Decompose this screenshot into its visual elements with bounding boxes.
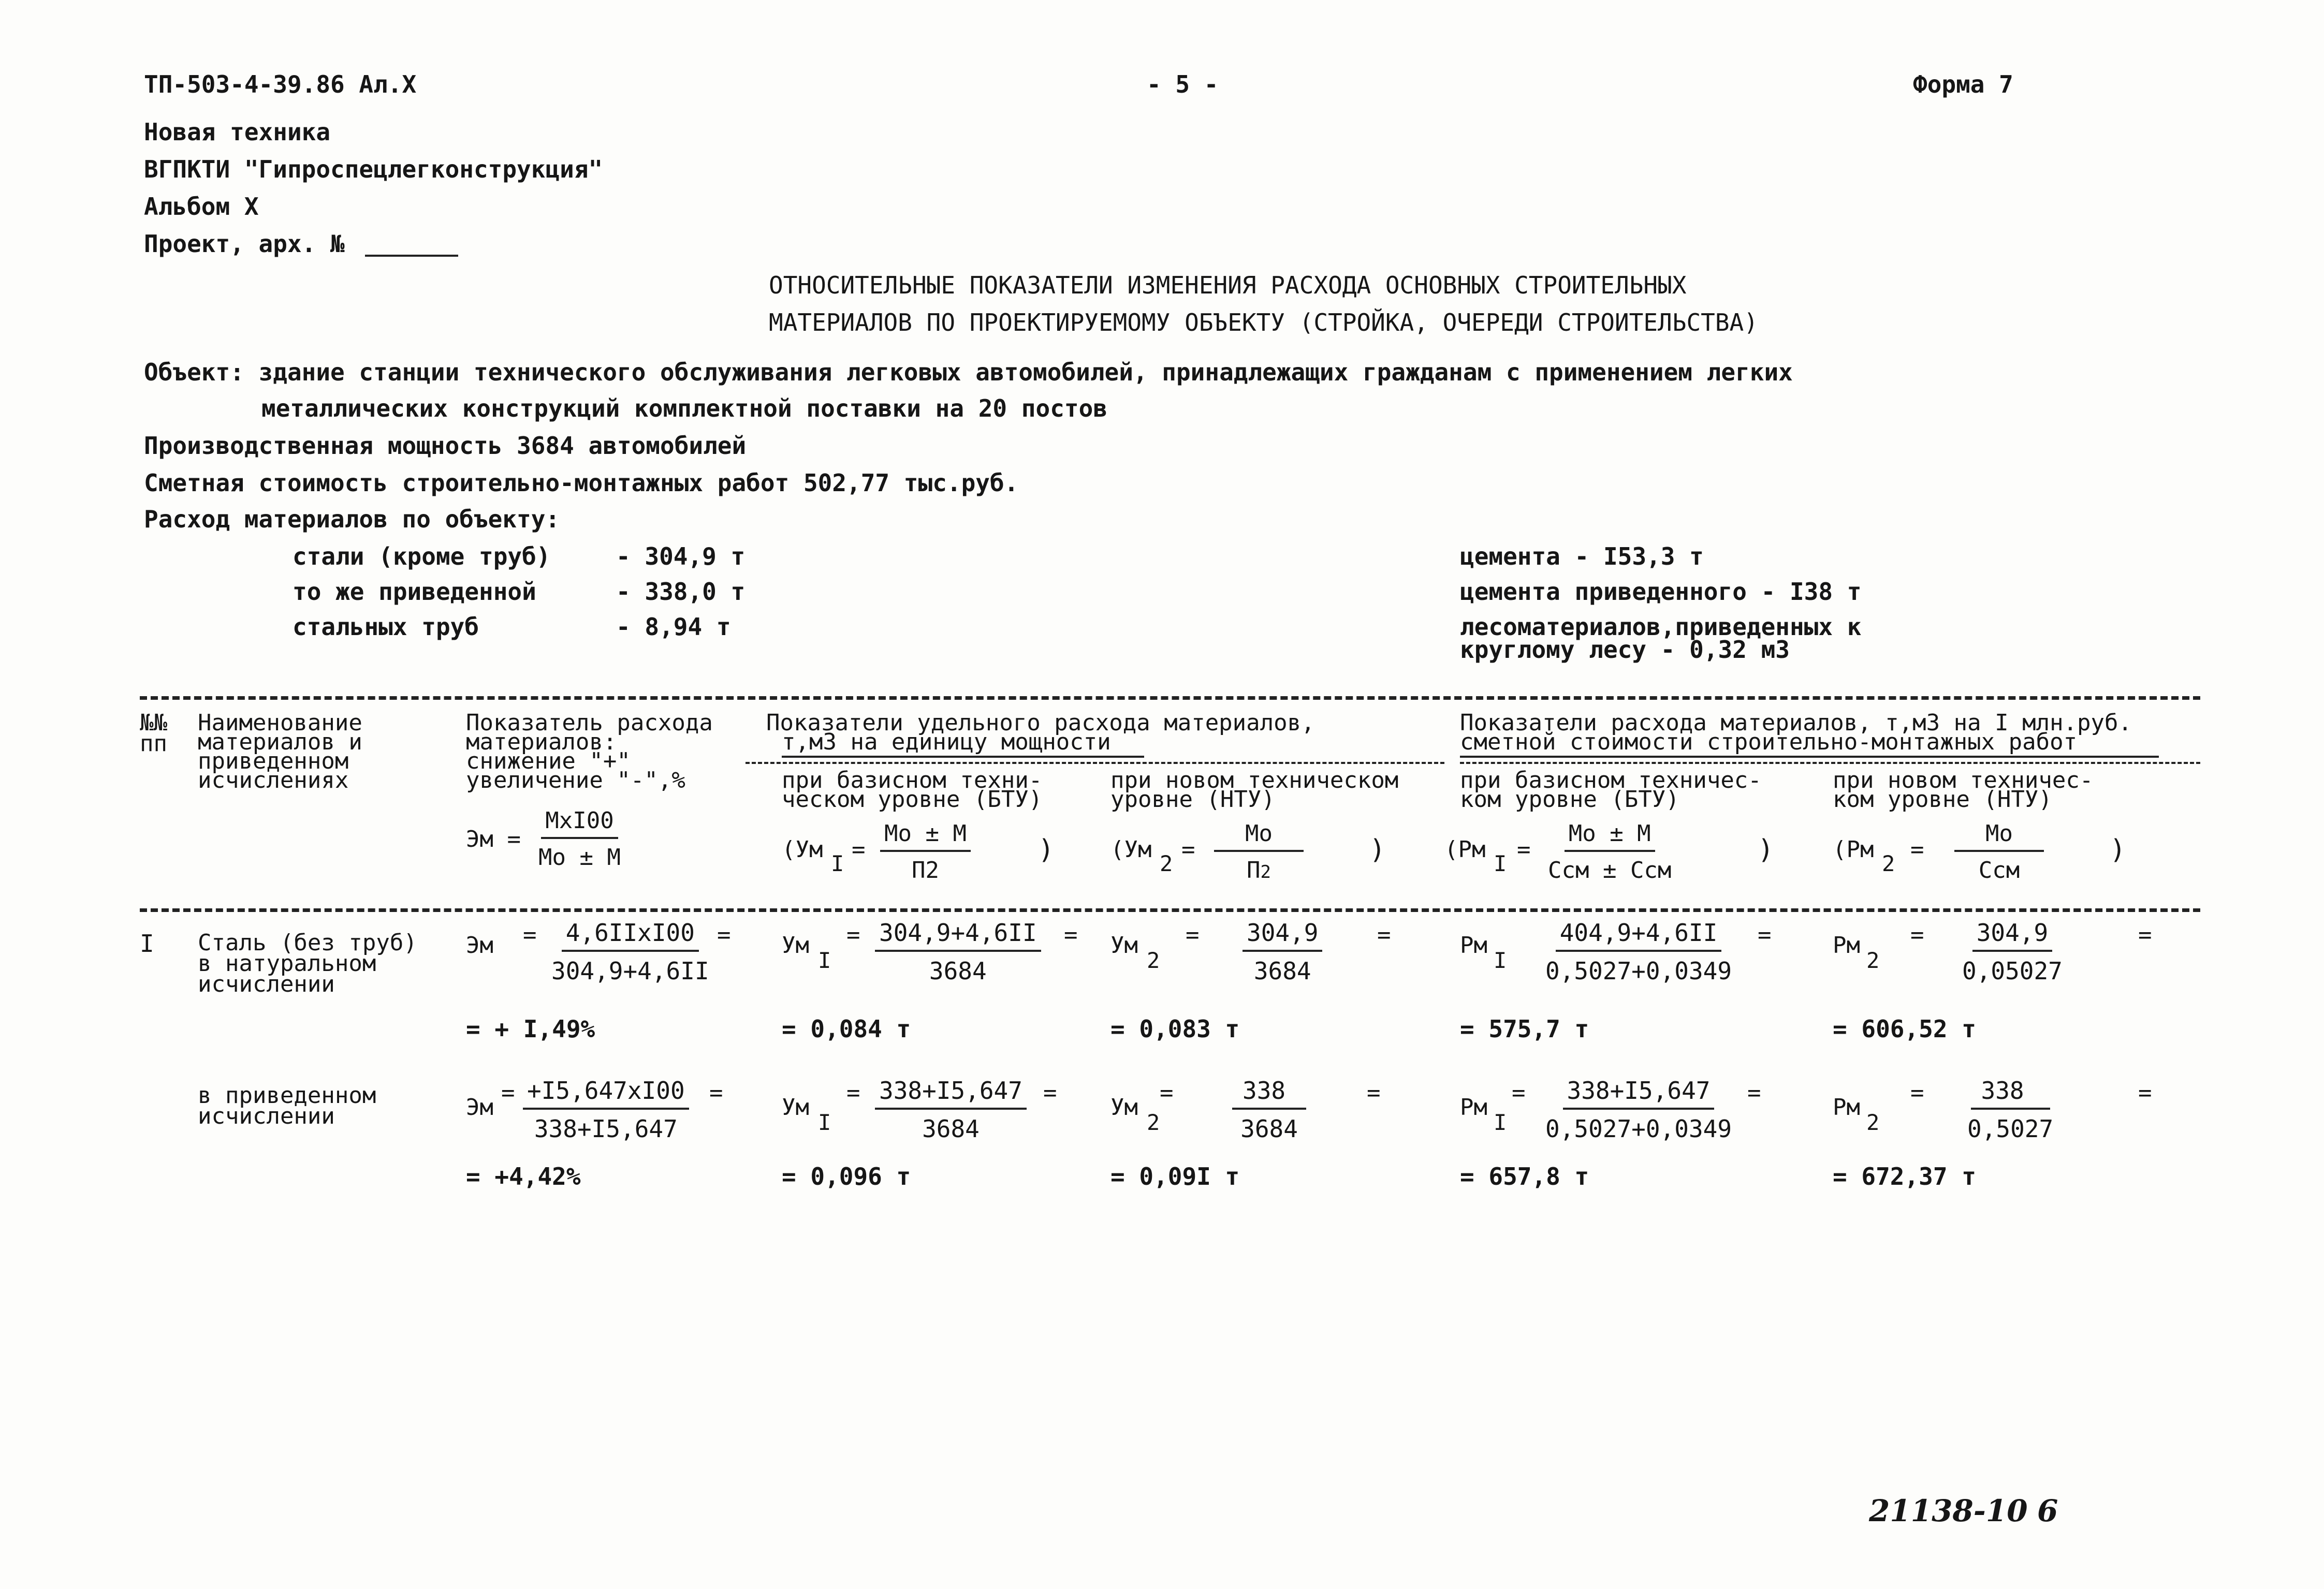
formula-equals: =: [1377, 922, 1391, 948]
col-indicator-header: материалов:: [466, 729, 617, 755]
formula-equals: =: [1910, 836, 1924, 863]
formula-fraction: $\frac{304,9}{3684}$: [1243, 919, 1322, 985]
formula-fraction: $\frac{338}{3684}$: [1232, 1077, 1306, 1143]
row-name: Сталь (без труб): [198, 930, 417, 956]
header-line-1: Новая техника: [144, 118, 331, 146]
formula-equals: =: [1043, 1080, 1057, 1106]
closing-paren: ): [1369, 834, 1386, 865]
formula-equals: =: [501, 1080, 515, 1106]
row-name: в приведенном: [198, 1082, 376, 1109]
formula-prefix: Эм: [466, 932, 493, 959]
archive-stamp: 21138-10: [1869, 1493, 2028, 1528]
formula-subscript: I: [1494, 851, 1507, 876]
formula-subscript: I: [818, 948, 831, 973]
formula-fraction: $\frac{338}{0,5027}$: [1967, 1077, 2054, 1143]
formula-subscript: 2: [1866, 948, 1880, 973]
production-capacity: Производственная мощность 3684 автомобилей: [144, 432, 747, 460]
header-formula-fraction: МхI00 Мо ± М: [538, 807, 621, 871]
formula-prefix: Рм: [1833, 932, 1860, 959]
formula-prefix: Эм: [466, 1094, 493, 1121]
formula-prefix: Ум: [1110, 932, 1138, 959]
result-value: = 606,52 т: [1833, 1015, 1976, 1043]
formula-subscript: I: [1494, 1110, 1507, 1135]
col-name-header: Наименование: [198, 710, 362, 736]
result-value: = 0,084 т: [782, 1015, 911, 1043]
group-underline: [782, 756, 1144, 758]
formula-equals: =: [852, 836, 866, 863]
material-value: - 304,9 т: [616, 542, 746, 570]
result-value: = +4,42%: [466, 1163, 581, 1190]
col-ntu-header: уровне (НТУ): [1110, 786, 1275, 813]
row-name: в натуральном: [198, 950, 376, 977]
formula-prefix: Ум: [782, 932, 809, 959]
result-value: = + I,49%: [466, 1015, 595, 1043]
page-number: - 5 -: [1147, 70, 1219, 98]
formula-subscript: 2: [1147, 1110, 1160, 1135]
formula-fraction: $\frac{338+I5,647}{3684}$: [875, 1077, 1027, 1143]
col-cost-ntu-header: при новом техничес-: [1833, 767, 2094, 793]
col-btu-header: ческом уровне (БТУ): [782, 786, 1043, 813]
header-formula-fraction: Мо ± М Ссм ± Ссм: [1548, 820, 1672, 884]
formula-prefix: Ум: [1110, 1094, 1138, 1121]
formula-subscript: 2: [1160, 851, 1173, 876]
formula-equals: =: [846, 1080, 860, 1106]
formula-fraction: +I5,647хI00 338+I5,647: [523, 1077, 689, 1143]
result-value: = 657,8 т: [1460, 1163, 1589, 1190]
group-underline: [1460, 756, 2159, 758]
header-formula-prefix: (Ум: [782, 836, 823, 863]
group-dashed-rule: [1460, 762, 2200, 764]
header-formula-prefix: (Ум: [1110, 836, 1152, 863]
formula-fraction: $\frac{304,9}{0,05027}$: [1962, 919, 2063, 985]
formula-equals: =: [1910, 922, 1924, 948]
formula-equals: =: [1367, 1080, 1381, 1106]
col-btu-header: при базисном техни-: [782, 767, 1043, 793]
col-indicator-header: снижение "+": [466, 748, 631, 774]
material-right-line: круглому лесу - 0,32 м3: [1460, 636, 1790, 664]
formula-prefix: Рм: [1460, 932, 1487, 959]
project-number-blank: [365, 255, 458, 257]
sheet-number: 6: [2037, 1493, 2058, 1528]
object-description-2: металлических конструкций комплектной поставки на 20 постов: [261, 394, 1107, 422]
document-code: ТП-503-4-39.86 Ал.Х: [144, 70, 417, 98]
formula-equals: =: [2138, 922, 2152, 948]
col-cost-ntu-header: ком уровне (НТУ): [1833, 786, 2052, 813]
formula-equals: =: [1064, 922, 1078, 948]
header-formula-prefix: (Рм: [1833, 836, 1874, 863]
result-value: = 0,096 т: [782, 1163, 911, 1190]
formula-equals: =: [1512, 1080, 1526, 1106]
title-line-2: МАТЕРИАЛОВ ПО ПРОЕКТИРУЕМОМУ ОБЪЕКТУ (СТРОЙКА, ОЧЕРЕДИ СТРОИТЕЛЬСТВА): [769, 308, 1758, 336]
formula-prefix: Рм: [1833, 1094, 1860, 1121]
result-value: = 0,09I т: [1110, 1163, 1240, 1190]
estimated-cost: Сметная стоимость строительно-монтажных работ 502,77 тыс.руб.: [144, 469, 1019, 497]
formula-equals: =: [1517, 836, 1531, 863]
col-number-header: пп: [140, 730, 167, 757]
header-formula-fraction: Мо П2: [1214, 820, 1304, 884]
col-number-header: №№: [140, 710, 167, 736]
materials-consumption-label: Расход материалов по объекту:: [144, 505, 560, 533]
header-line-3: Альбом X: [144, 193, 259, 220]
formula-equals: =: [523, 922, 537, 948]
row-name: исчислении: [198, 971, 335, 997]
formula-equals: =: [1181, 836, 1195, 863]
formula-equals: =: [1747, 1080, 1761, 1106]
group-header-cost: Показатели расхода материалов, т,м3 на I млн.руб.: [1460, 710, 2132, 736]
header-formula-fraction: Мо ± М П2: [880, 820, 971, 884]
formula-fraction: 4,6IIхI00 304,9+4,6II: [551, 919, 709, 985]
formula-subscript: 2: [1866, 1110, 1880, 1135]
table-top-rule: [140, 696, 2200, 700]
row-name: исчислении: [198, 1103, 335, 1129]
material-right-line: цемента приведенного - I38 т: [1460, 578, 1862, 606]
header-formula-fraction: Мо Ссм: [1954, 820, 2044, 884]
formula-equals: =: [1758, 922, 1772, 948]
material-value: - 338,0 т: [616, 578, 746, 606]
closing-paren: ): [2110, 834, 2126, 865]
formula-equals: =: [709, 1080, 723, 1106]
formula-fraction: $\frac{404,9+4,6II}{0,5027+0,0349}$: [1545, 919, 1732, 985]
result-value: = 575,7 т: [1460, 1015, 1589, 1043]
col-name-header: приведенном: [198, 748, 349, 774]
header-formula-prefix: (Рм: [1444, 836, 1486, 863]
formula-equals: =: [1160, 1080, 1174, 1106]
formula-equals: =: [717, 922, 731, 948]
formula-equals: =: [1186, 922, 1200, 948]
object-description-1: Объект: здание станции технического обслуживания легковых автомобилей, принадлежащих гражданам с применением легких: [144, 358, 1793, 386]
col-name-header: исчислениях: [198, 767, 349, 793]
material-value: - 8,94 т: [616, 613, 731, 641]
formula-subscript: 2: [1882, 851, 1895, 876]
row-number: I: [140, 930, 154, 958]
formula-equals: =: [1910, 1080, 1924, 1106]
title-line-1: ОТНОСИТЕЛЬНЫЕ ПОКАЗАТЕЛИ ИЗМЕНЕНИЯ РАСХОДА ОСНОВНЫХ СТРОИТЕЛЬНЫХ: [769, 271, 1687, 299]
closing-paren: ): [1038, 834, 1055, 865]
col-indicator-header: Показатель расхода: [466, 710, 713, 736]
material-right-line: лесоматериалов,приведенных к: [1460, 613, 1862, 641]
formula-equals: =: [2138, 1080, 2152, 1106]
formula-fraction: $\frac{304,9+4,6II}{3684}$: [875, 919, 1041, 985]
material-name: то же приведенной: [293, 578, 536, 606]
formula-prefix: Ум: [782, 1094, 809, 1121]
formula-fraction: $\frac{338+I5,647}{0,5027+0,0349}$: [1545, 1077, 1732, 1143]
col-cost-btu-header: при базисном техничес-: [1460, 767, 1762, 793]
formula-subscript: I: [831, 851, 844, 876]
group-header-specific: Показатели удельного расхода материалов,: [766, 710, 1315, 736]
header-line-4: Проект, арх. №: [144, 230, 345, 258]
header-formula-prefix: Эм =: [466, 826, 521, 852]
table-header-rule: [140, 908, 2200, 912]
formula-subscript: I: [818, 1110, 831, 1135]
closing-paren: ): [1758, 834, 1774, 865]
col-name-header: материалов и: [198, 729, 362, 755]
formula-subscript: I: [1494, 948, 1507, 973]
col-cost-btu-header: ком уровне (БТУ): [1460, 786, 1679, 813]
material-right-line: цемента - I53,3 т: [1460, 542, 1704, 570]
group-dashed-rule: [746, 762, 1444, 764]
col-ntu-header: при новом техническом: [1110, 767, 1399, 793]
col-indicator-header: увеличение "-",%: [466, 767, 685, 793]
material-name: стали (кроме труб): [293, 542, 551, 570]
group-header-cost: сметной стоимости строительно-монтажных работ: [1460, 729, 2078, 755]
form-number: Форма 7: [1913, 70, 2013, 98]
formula-equals: =: [846, 922, 860, 948]
header-line-2: ВГПКТИ "Гипроспецлегконструкция": [144, 155, 603, 183]
formula-subscript: 2: [1147, 948, 1160, 973]
result-value: = 0,083 т: [1110, 1015, 1240, 1043]
formula-prefix: Рм: [1460, 1094, 1487, 1121]
result-value: = 672,37 т: [1833, 1163, 1976, 1190]
group-header-specific: т,м3 на единицу мощности: [782, 729, 1111, 755]
material-name: стальных труб: [293, 613, 479, 641]
